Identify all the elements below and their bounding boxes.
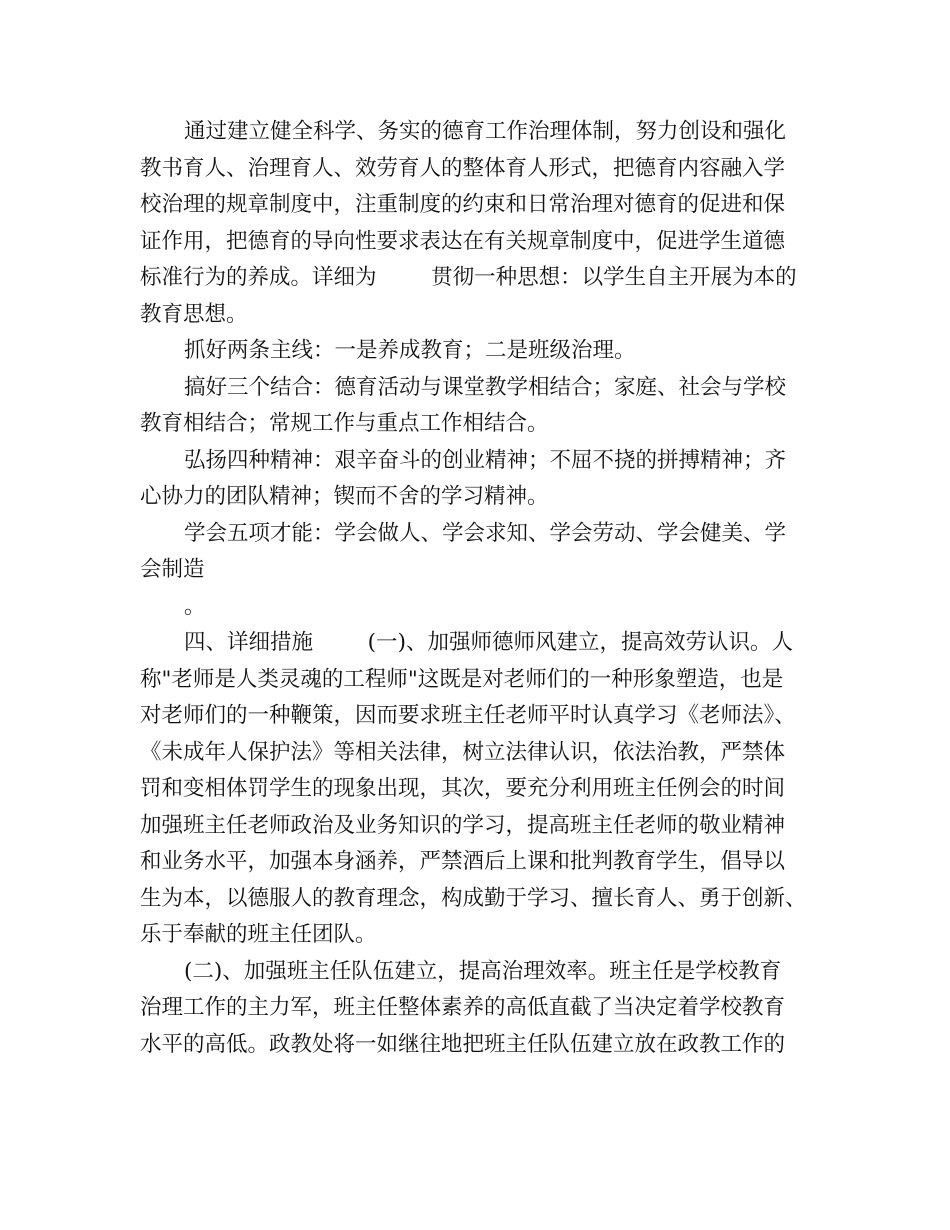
- text-line: 四、详细措施 (一)、加强师德师风建立，提高效劳认识。人: [184, 630, 793, 655]
- text-line: 通过建立健全科学、务实的德育工作治理体制，努力创设和强化: [184, 119, 787, 144]
- text-line: 教育相结合；常规工作与重点工作相结合。: [140, 411, 549, 436]
- text-line: (二)、加强班主任队伍建立，提高治理效率。班主任是学校教育: [184, 958, 782, 984]
- document-body: [140, 114, 832, 1063]
- text-line: 乐于奉献的班主任团队。: [140, 922, 377, 947]
- text-line: 校治理的规章制度中，注重制度的约束和日常治理对德育的促进和保: [140, 192, 786, 217]
- text-line: 教育思想。: [140, 301, 248, 327]
- text-line: 《未成年人保护法》等相关法律，树立法律认识，依法治教，严禁体: [140, 739, 786, 765]
- text-line: 弘扬四种精神：艰辛奋斗的创业精神；不屈不挠的拼搏精神；齐: [184, 447, 787, 473]
- text-line: 证作用，把德育的导向性要求表达在有关规章制度中，促进学生道德: [140, 228, 786, 254]
- text-line: 心协力的团队精神；锲而不舍的学习精神。: [140, 484, 549, 509]
- text-line: 水平的高低。政教处将一如继往地把班主任队伍建立放在政教工作的: [140, 1031, 786, 1057]
- text-line: 称"老师是人类灵魂的工程师"这既是对老师们的一种形象塑造，也是: [140, 666, 784, 692]
- text-line: 治理工作的主力军，班主任整体素养的高低直截了当决定着学校教育: [140, 995, 786, 1020]
- text-line: 学会五项才能：学会做人、学会求知、学会劳动、学会健美、学: [184, 520, 787, 546]
- text-line: 加强班主任老师政治及业务知识的学习，提高班主任老师的敬业精神: [140, 812, 786, 838]
- text-line: 生为本，以德服人的教育理念，构成勤于学习、擅长育人、勇于创新、: [140, 885, 807, 911]
- text-line: 教书育人、治理育人、效劳育人的整体育人形式，把德育内容融入学: [140, 155, 786, 181]
- text-line: 抓好两条主线：一是养成教育；二是班级治理。: [184, 338, 636, 363]
- text-line: 对老师们的一种鞭策，因而要求班主任老师平时认真学习《老师法》、: [140, 703, 796, 728]
- text-line: 搞好三个结合：德育活动与课堂教学相结合；家庭、社会与学校: [184, 374, 787, 400]
- text-line: 。: [184, 593, 206, 619]
- text-line: 会制造: [140, 557, 205, 582]
- text-line: 和业务水平，加强本身涵养，严禁酒后上课和批判教育学生，倡导以: [140, 849, 786, 874]
- text-line: 标准行为的养成。详细为 贯彻一种思想：以学生自主开展为本的: [140, 265, 797, 290]
- text-line: 罚和变相体罚学生的现象出现，其次，要充分利用班主任例会的时间: [140, 776, 786, 801]
